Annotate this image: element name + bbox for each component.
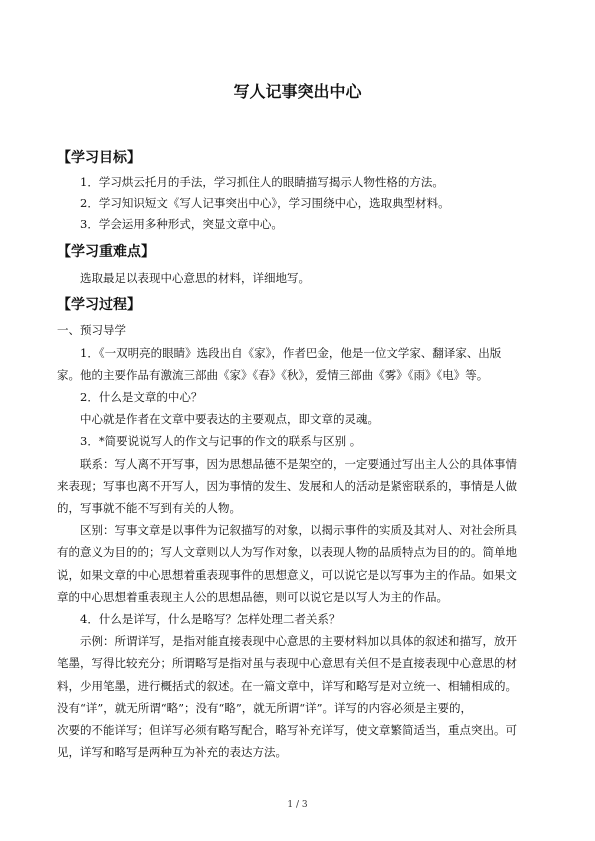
process-line: 章的中心思想着重表现主人公的思想品德，则可以说它是以写人为主的作品。 (57, 590, 448, 604)
process-line: 联系：写人离不开写事，因为思想品德不是架空的，一定要通过写出主人公的具体事情 (80, 457, 517, 471)
key-points-text: 选取最足以表现中心意思的材料，详细地写。 (80, 271, 310, 285)
page-title: 写人记事突出中心 (233, 82, 362, 101)
process-line: 来表现；写事也离不开写人，因为事情的发生、发展和人的活动是紧密联系的，事情是人做 (57, 479, 517, 493)
process-line: 1．《一双明亮的眼睛》选段出自《家》，作者巴金，他是一位文学家、翻译家、出版 (80, 346, 502, 360)
process-line: 没有“详”，就无所谓“略”；没有“略”，就无所谓“详”。详写的内容必须是主要的， (57, 701, 473, 715)
process-line: 料，少用笔墨，进行概括式的叙述。在一篇文章中，详写和略写是对立统一、相辅相成的。 (57, 679, 517, 693)
page-number: 1 / 3 (287, 800, 308, 810)
process-line: 区别：写事文章是以事件为记叙描写的对象，以揭示事件的实质及其对人、对社会所具 (80, 523, 517, 537)
process-line: 4．什么是详写，什么是略写？怎样处理二者关系？ (80, 612, 341, 626)
process-line: 的，写事就不能不写到有关的人物。 (57, 501, 241, 515)
process-line: 说，如果文章的中心思想着重表现事件的思想意义，可以说它是以写事为主的作品。如果文 (57, 568, 517, 582)
process-line: 一、预习导学 (57, 323, 126, 337)
goal-item-1: 1．学习烘云托月的手法，学习抓住人的眼睛描写揭示人物性格的方法。 (80, 175, 444, 189)
heading-learning-goals: 【学习目标】 (57, 150, 141, 166)
process-line: 见，详写和略写是两种互为补充的表达方法。 (57, 745, 287, 759)
process-line: 中心就是作者在文章中要表达的主要观点，即文章的灵魂。 (80, 412, 379, 426)
process-line: 次要的不能详写；但详写必须有略写配合，略写补充详写，使文章繁简适当，重点突出。可 (57, 723, 517, 737)
heading-learning-process: 【学习过程】 (57, 297, 141, 313)
process-line: 笔墨，写得比较充分；所谓略写是指对虽与表现中心意思有关但不是直接表现中心意思的材 (57, 656, 517, 670)
process-line: 有的意义为目的的；写人文章则以人为写作对象，以表现人物的品质特点为目的的。简单地 (57, 545, 517, 559)
process-line: 3．*简要说说写人的作文与记事的作文的联系与区别 。 (80, 434, 362, 448)
heading-key-points: 【学习重难点】 (57, 244, 155, 260)
process-line: 2．什么是文章的中心？ (80, 390, 203, 404)
goal-item-3: 3．学会运用多种形式，突显文章中心。 (80, 217, 283, 231)
goal-item-2: 2．学习知识短文《写人记事突出中心》，学习围绕中心，选取典型材料。 (80, 196, 450, 210)
process-line: 家。他的主要作品有激流三部曲《家》《春》《秋》，爱情三部曲《雾》《雨》《电》等。 (57, 368, 489, 382)
process-line: 示例：所谓详写，是指对能直接表现中心意思的主要材料加以具体的叙述和描写，放开 (80, 634, 517, 648)
